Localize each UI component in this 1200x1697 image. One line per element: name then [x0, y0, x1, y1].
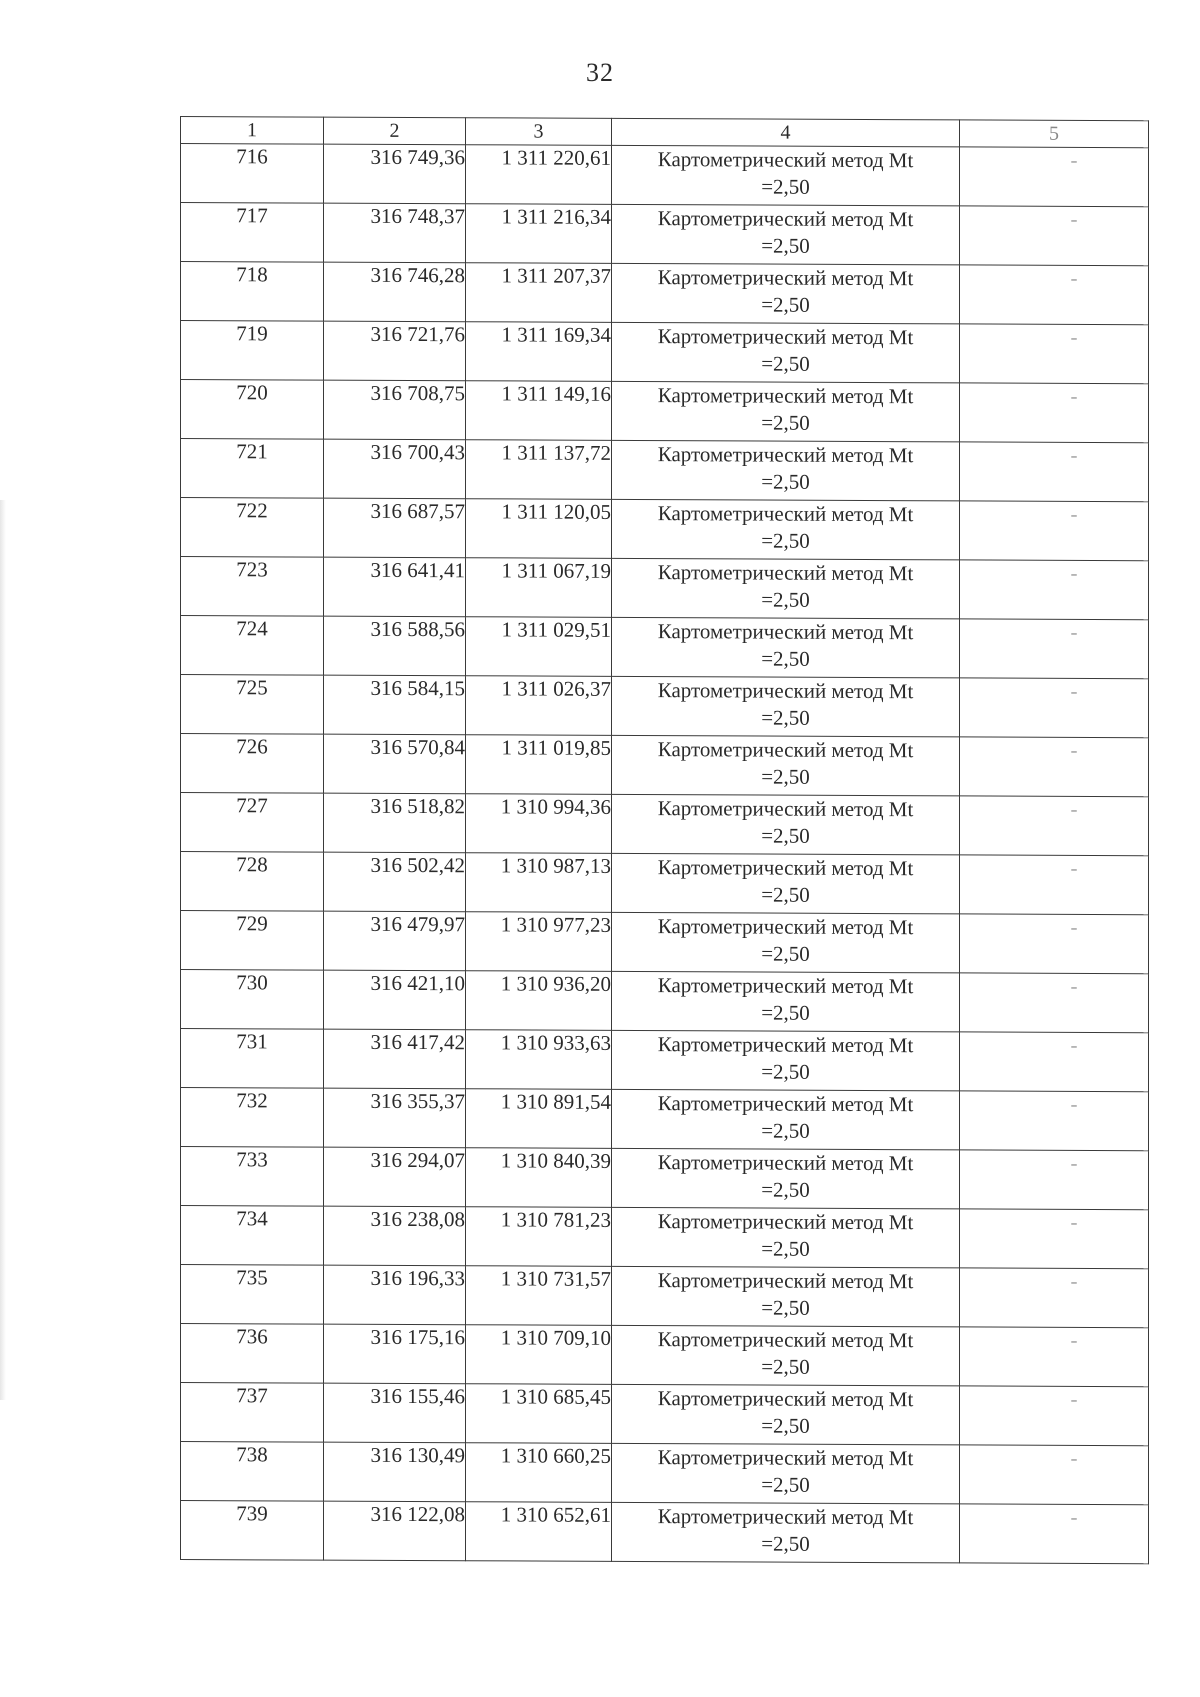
- note-dash: -: [1070, 855, 1078, 880]
- note-dash: -: [1070, 147, 1078, 172]
- column-header-5: 5: [960, 120, 1149, 148]
- point-number-cell: 716: [181, 144, 324, 204]
- table-header-row: [181, 117, 1149, 148]
- method-cell: [612, 263, 960, 324]
- point-number-cell: 732: [181, 1088, 324, 1148]
- y-coordinate-cell: 1 310 709,10: [466, 1325, 612, 1385]
- note-dash: -: [1070, 1032, 1078, 1057]
- method-cell: [612, 1030, 960, 1091]
- method-accuracy-value: =2,50: [761, 1472, 810, 1497]
- y-coordinate-cell: 1 311 169,34: [466, 322, 612, 382]
- x-coordinate-cell: 316 417,42: [324, 1029, 466, 1089]
- method-cell: [612, 676, 960, 737]
- method-cell: [612, 853, 960, 914]
- table-row: [181, 852, 1149, 915]
- table-row: [181, 557, 1149, 620]
- x-coordinate-cell: 316 746,28: [324, 262, 466, 322]
- table-row: [181, 1324, 1149, 1387]
- method-text: Картометрический метод Mt: [657, 973, 914, 999]
- method-text: Картометрический метод Mt: [657, 1209, 914, 1235]
- note-cell: [960, 678, 1149, 738]
- method-text: Картометрический метод Mt: [657, 1268, 914, 1294]
- coordinates-table: [180, 116, 1149, 1564]
- table-row: [181, 1501, 1149, 1564]
- table-row: [181, 675, 1149, 738]
- point-number-cell: 721: [181, 439, 324, 499]
- method-text: Картометрический метод Mt: [657, 1032, 914, 1058]
- x-coordinate-cell: 316 355,37: [324, 1088, 466, 1148]
- note-dash: -: [1070, 442, 1078, 467]
- note-dash: -: [1070, 206, 1078, 231]
- point-number-cell: 731: [181, 1029, 324, 1089]
- table-row: [181, 380, 1149, 443]
- y-coordinate-cell: 1 310 652,61: [466, 1502, 612, 1562]
- note-dash: -: [1070, 737, 1078, 762]
- method-accuracy-value: =2,50: [761, 1177, 810, 1202]
- x-coordinate-cell: 316 196,33: [324, 1265, 466, 1325]
- y-coordinate-cell: 1 310 781,23: [466, 1207, 612, 1267]
- x-coordinate-cell: 316 708,75: [324, 380, 466, 440]
- method-text: Картометрический метод Mt: [657, 678, 914, 704]
- point-number-cell: 735: [181, 1265, 324, 1325]
- method-cell: [612, 1384, 960, 1445]
- note-dash: -: [1070, 796, 1078, 821]
- x-coordinate-cell: 316 748,37: [324, 203, 466, 263]
- x-coordinate-cell: 316 479,97: [324, 911, 466, 971]
- note-dash: -: [1070, 1091, 1078, 1116]
- point-number-cell: 720: [181, 380, 324, 440]
- method-cell: [612, 204, 960, 265]
- method-cell: [612, 1266, 960, 1327]
- table-row: [181, 793, 1149, 856]
- method-text: Картометрический метод Mt: [657, 383, 914, 409]
- point-number-cell: 729: [181, 911, 324, 971]
- x-coordinate-cell: 316 294,07: [324, 1147, 466, 1207]
- y-coordinate-cell: 1 311 026,37: [466, 676, 612, 736]
- y-coordinate-cell: 1 310 936,20: [466, 971, 612, 1031]
- note-cell: [960, 442, 1149, 502]
- x-coordinate-cell: 316 588,56: [324, 616, 466, 676]
- note-dash: -: [1070, 914, 1078, 939]
- y-coordinate-cell: 1 310 977,23: [466, 912, 612, 972]
- note-dash: -: [1070, 324, 1078, 349]
- column-header-3: 3: [466, 118, 612, 146]
- method-cell: [612, 558, 960, 619]
- x-coordinate-cell: 316 641,41: [324, 557, 466, 617]
- method-cell: [612, 1148, 960, 1209]
- y-coordinate-cell: 1 311 067,19: [466, 558, 612, 618]
- x-coordinate-cell: 316 238,08: [324, 1206, 466, 1266]
- y-coordinate-cell: 1 311 019,85: [466, 735, 612, 795]
- point-number-cell: 725: [181, 675, 324, 735]
- note-cell: [960, 796, 1149, 856]
- method-cell: [612, 735, 960, 796]
- note-dash: -: [1070, 619, 1078, 644]
- table-row: [181, 1088, 1149, 1151]
- y-coordinate-cell: 1 310 731,57: [466, 1266, 612, 1326]
- note-dash: -: [1070, 383, 1078, 408]
- scan-edge-shadow: [0, 500, 6, 1400]
- y-coordinate-cell: 1 311 216,34: [466, 204, 612, 264]
- point-number-cell: 722: [181, 498, 324, 558]
- note-cell: [960, 560, 1149, 620]
- note-cell: [960, 914, 1149, 974]
- table-row: [181, 1442, 1149, 1505]
- x-coordinate-cell: 316 122,08: [324, 1501, 466, 1561]
- note-dash: -: [1070, 1445, 1078, 1470]
- note-dash: -: [1070, 560, 1078, 585]
- method-text: Картометрический метод Mt: [657, 796, 914, 822]
- y-coordinate-cell: 1 310 660,25: [466, 1443, 612, 1503]
- y-coordinate-cell: 1 311 220,61: [466, 145, 612, 205]
- method-accuracy-value: =2,50: [761, 764, 810, 789]
- note-cell: [960, 737, 1149, 797]
- point-number-cell: 719: [181, 321, 324, 381]
- table-row: [181, 1265, 1149, 1328]
- method-text: Картометрический метод Mt: [657, 265, 914, 291]
- x-coordinate-cell: 316 175,16: [324, 1324, 466, 1384]
- column-header-4: 4: [612, 118, 960, 147]
- method-text: Картометрический метод Mt: [657, 206, 914, 232]
- note-dash: -: [1070, 1386, 1078, 1411]
- column-header-2: 2: [324, 117, 466, 145]
- table-row: [181, 1383, 1149, 1446]
- table-row: [181, 616, 1149, 679]
- table-row: [181, 970, 1149, 1033]
- method-text: Картометрический метод Mt: [657, 442, 914, 468]
- method-cell: [612, 381, 960, 442]
- x-coordinate-cell: 316 518,82: [324, 793, 466, 853]
- method-cell: [612, 499, 960, 560]
- table-row: [181, 262, 1149, 325]
- coordinates-table-container: [180, 116, 1148, 1564]
- x-coordinate-cell: 316 721,76: [324, 321, 466, 381]
- y-coordinate-cell: 1 311 207,37: [466, 263, 612, 323]
- x-coordinate-cell: 316 130,49: [324, 1442, 466, 1502]
- point-number-cell: 723: [181, 557, 324, 617]
- point-number-cell: 736: [181, 1324, 324, 1384]
- method-accuracy-value: =2,50: [761, 1236, 810, 1261]
- method-text: Картометрический метод Mt: [657, 619, 914, 645]
- method-cell: [612, 1443, 960, 1504]
- method-text: Картометрический метод Mt: [657, 324, 914, 350]
- point-number-cell: 733: [181, 1147, 324, 1207]
- note-dash: -: [1070, 973, 1078, 998]
- note-cell: [960, 1504, 1149, 1564]
- note-cell: [960, 265, 1149, 325]
- point-number-cell: 726: [181, 734, 324, 794]
- table-row: [181, 144, 1149, 207]
- x-coordinate-cell: 316 570,84: [324, 734, 466, 794]
- method-accuracy-value: =2,50: [761, 174, 810, 199]
- method-text: Картометрический метод Mt: [657, 737, 914, 763]
- method-accuracy-value: =2,50: [761, 1354, 810, 1379]
- note-cell: [960, 1268, 1149, 1328]
- method-cell: [612, 971, 960, 1032]
- method-accuracy-value: =2,50: [761, 1000, 810, 1025]
- x-coordinate-cell: 316 700,43: [324, 439, 466, 499]
- point-number-cell: 728: [181, 852, 324, 912]
- table-row: [181, 439, 1149, 502]
- note-dash: -: [1070, 678, 1078, 703]
- method-accuracy-value: =2,50: [761, 1295, 810, 1320]
- method-cell: [612, 1207, 960, 1268]
- note-dash: -: [1070, 265, 1078, 290]
- method-text: Картометрический метод Mt: [657, 1386, 914, 1412]
- method-cell: [612, 794, 960, 855]
- method-cell: [612, 322, 960, 383]
- method-text: Картометрический метод Mt: [657, 914, 914, 940]
- note-cell: [960, 1445, 1149, 1505]
- method-cell: [612, 145, 960, 206]
- table-row: [181, 498, 1149, 561]
- note-cell: [960, 1091, 1149, 1151]
- method-cell: [612, 1325, 960, 1386]
- y-coordinate-cell: 1 310 891,54: [466, 1089, 612, 1149]
- y-coordinate-cell: 1 310 994,36: [466, 794, 612, 854]
- method-text: Картометрический метод Mt: [657, 1445, 914, 1471]
- method-cell: [612, 440, 960, 501]
- y-coordinate-cell: 1 311 149,16: [466, 381, 612, 441]
- note-cell: [960, 501, 1149, 561]
- note-dash: -: [1070, 501, 1078, 526]
- method-cell: [612, 1089, 960, 1150]
- note-cell: [960, 1209, 1149, 1269]
- method-accuracy-value: =2,50: [761, 351, 810, 376]
- method-accuracy-value: =2,50: [761, 1413, 810, 1438]
- point-number-cell: 727: [181, 793, 324, 853]
- table-body: [181, 144, 1149, 1564]
- method-accuracy-value: =2,50: [761, 882, 810, 907]
- method-accuracy-value: =2,50: [761, 469, 810, 494]
- table-row: [181, 1029, 1149, 1092]
- point-number-cell: 730: [181, 970, 324, 1030]
- y-coordinate-cell: 1 311 120,05: [466, 499, 612, 559]
- method-accuracy-value: =2,50: [761, 705, 810, 730]
- point-number-cell: 718: [181, 262, 324, 322]
- y-coordinate-cell: 1 310 685,45: [466, 1384, 612, 1444]
- method-text: Картометрический метод Mt: [657, 1504, 914, 1530]
- method-text: Картометрический метод Mt: [657, 501, 914, 527]
- note-cell: [960, 619, 1149, 679]
- method-text: Картометрический метод Mt: [657, 855, 914, 881]
- x-coordinate-cell: 316 502,42: [324, 852, 466, 912]
- method-accuracy-value: =2,50: [761, 292, 810, 317]
- note-dash: -: [1070, 1150, 1078, 1175]
- y-coordinate-cell: 1 310 987,13: [466, 853, 612, 913]
- x-coordinate-cell: 316 421,10: [324, 970, 466, 1030]
- method-text: Картометрический метод Mt: [657, 1150, 914, 1176]
- x-coordinate-cell: 316 155,46: [324, 1383, 466, 1443]
- note-cell: [960, 1150, 1149, 1210]
- table-row: [181, 1206, 1149, 1269]
- method-text: Картометрический метод Mt: [657, 1091, 914, 1117]
- method-cell: [612, 617, 960, 678]
- method-accuracy-value: =2,50: [761, 823, 810, 848]
- note-cell: [960, 324, 1149, 384]
- note-dash: -: [1070, 1504, 1078, 1529]
- x-coordinate-cell: 316 687,57: [324, 498, 466, 558]
- point-number-cell: 739: [181, 1501, 324, 1561]
- method-accuracy-value: =2,50: [761, 528, 810, 553]
- method-cell: [612, 912, 960, 973]
- method-text: Картометрический метод Mt: [657, 1327, 914, 1353]
- method-accuracy-value: =2,50: [761, 941, 810, 966]
- point-number-cell: 738: [181, 1442, 324, 1502]
- method-accuracy-value: =2,50: [761, 410, 810, 435]
- method-cell: [612, 1502, 960, 1563]
- note-cell: [960, 206, 1149, 266]
- method-text: Картометрический метод Mt: [657, 147, 914, 173]
- note-cell: [960, 1386, 1149, 1446]
- note-cell: [960, 973, 1149, 1033]
- point-number-cell: 737: [181, 1383, 324, 1443]
- y-coordinate-cell: 1 311 137,72: [466, 440, 612, 500]
- y-coordinate-cell: 1 311 029,51: [466, 617, 612, 677]
- table-row: [181, 1147, 1149, 1210]
- table-row: [181, 734, 1149, 797]
- y-coordinate-cell: 1 310 840,39: [466, 1148, 612, 1208]
- page-number: 32: [586, 58, 614, 87]
- note-cell: [960, 1032, 1149, 1092]
- x-coordinate-cell: 316 749,36: [324, 144, 466, 204]
- note-dash: -: [1070, 1209, 1078, 1234]
- method-text: Картометрический метод Mt: [657, 560, 914, 586]
- table-row: [181, 911, 1149, 974]
- point-number-cell: 734: [181, 1206, 324, 1266]
- method-accuracy-value: =2,50: [761, 1531, 810, 1556]
- column-header-1: 1: [181, 117, 324, 145]
- method-accuracy-value: =2,50: [761, 233, 810, 258]
- table-row: [181, 203, 1149, 266]
- y-coordinate-cell: 1 310 933,63: [466, 1030, 612, 1090]
- method-accuracy-value: =2,50: [761, 1059, 810, 1084]
- note-cell: [960, 855, 1149, 915]
- note-cell: [960, 147, 1149, 207]
- method-accuracy-value: =2,50: [761, 587, 810, 612]
- table-row: [181, 321, 1149, 384]
- note-dash: -: [1070, 1327, 1078, 1352]
- x-coordinate-cell: 316 584,15: [324, 675, 466, 735]
- note-cell: [960, 383, 1149, 443]
- method-accuracy-value: =2,50: [761, 646, 810, 671]
- point-number-cell: 724: [181, 616, 324, 676]
- method-accuracy-value: =2,50: [761, 1118, 810, 1143]
- point-number-cell: 717: [181, 203, 324, 263]
- note-dash: -: [1070, 1268, 1078, 1293]
- note-cell: [960, 1327, 1149, 1387]
